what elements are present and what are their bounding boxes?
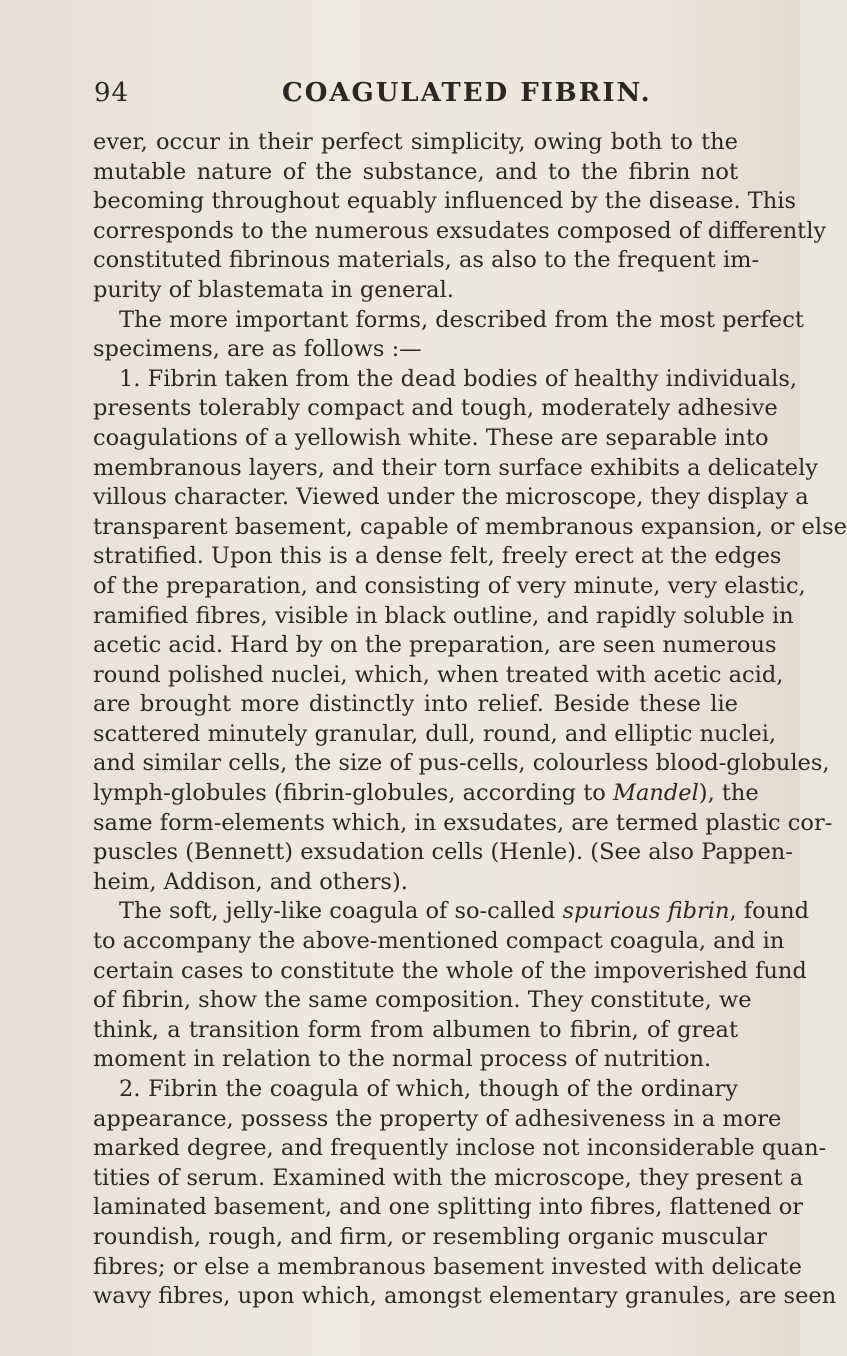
text-line: think, a transition form from albumen to fibrin, of great	[93, 1016, 738, 1043]
text-line: round polished nuclei, which, when treated with acetic acid,	[93, 661, 784, 688]
text-line: fibres; or else a membranous basement invested with delicate	[93, 1253, 802, 1280]
running-title: COAGULATED FIBRIN.	[282, 78, 652, 108]
text-line: specimens, are as follows :—	[93, 336, 422, 363]
text-line: transparent basement, capable of membranous expansion, or else	[93, 513, 847, 540]
text-line: heim, Addison, and others).	[93, 868, 408, 895]
text-line: puscles (Bennett) exsudation cells (Henle). (See also Pappen-	[93, 839, 793, 866]
text-line: and similar cells, the size of pus-cells, colourless blood-globules,	[93, 750, 830, 777]
text-line: same form-elements which, in exsudates, are termed plastic cor-	[93, 809, 833, 836]
text-line: tities of serum. Examined with the microscope, they present a	[93, 1164, 804, 1191]
text-line: to accompany the above-mentioned compact coagula, and in	[93, 928, 785, 955]
text-line: moment in relation to the normal process of nutrition.	[93, 1046, 712, 1073]
text-line: lymph-globules (fibrin-globules, according to Mandel), the	[93, 780, 759, 807]
text-line: ever, occur in their perfect simplicity, owing both to the	[93, 129, 738, 155]
text-line: laminated basement, and one splitting into fibres, flattened or	[93, 1194, 804, 1221]
text-line: certain cases to constitute the whole of the impoverished fund	[93, 957, 807, 984]
text-line: of the preparation, and consisting of very minute, very elastic,	[93, 572, 806, 599]
page-number: 94	[94, 78, 130, 108]
text-line: of fibrin, show the same composition. They constitute, we	[93, 987, 752, 1014]
text-line: presents tolerably compact and tough, moderately adhesive	[93, 395, 778, 422]
body-text	[93, 128, 847, 1312]
text-line: purity of blastemata in general.	[93, 276, 454, 303]
text-line: The soft, jelly-like coagula of so-called spurious fibrin, found	[119, 898, 810, 925]
text-line: acetic acid. Hard by on the preparation, are seen numerous	[93, 632, 777, 659]
text-line: stratified. Upon this is a dense felt, freely erect at the edges	[93, 543, 782, 570]
text-line: membranous layers, and their torn surface exhibits a delicately	[93, 454, 819, 481]
text-line: scattered minutely granular, dull, round, and elliptic nuclei,	[93, 720, 777, 747]
page-header	[94, 78, 734, 114]
text-line: The more important forms, described from the most perfect	[119, 306, 804, 333]
text-line: villous character. Viewed under the microscope, they display a	[93, 484, 809, 511]
text-line: ramified fibres, visible in black outline, and rapidly soluble in	[93, 602, 794, 629]
text-line: becoming throughout equably influenced by the disease. This	[93, 188, 796, 215]
text-line: are brought more distinctly into relief. Beside these lie	[93, 691, 738, 718]
text-line: constituted fibrinous materials, as also to the frequent im-	[93, 247, 760, 274]
text-line: roundish, rough, and firm, or resembling organic muscular	[93, 1223, 768, 1250]
text-line: marked degree, and frequently inclose not inconsiderable quan-	[93, 1135, 827, 1162]
text-line: appearance, possess the property of adhesiveness in a more	[93, 1105, 782, 1132]
text-line: 1. Fibrin taken from the dead bodies of healthy individuals,	[119, 365, 798, 392]
text-line: coagulations of a yellowish white. These are separable into	[93, 424, 769, 451]
text-line: corresponds to the numerous exsudates composed of differently	[93, 217, 827, 244]
text-line: mutable nature of the substance, and to the fibrin not	[93, 158, 738, 185]
text-line: wavy fibres, upon which, amongst elementary granules, are seen	[93, 1283, 837, 1310]
text-line: 2. Fibrin the coagula of which, though of the ordinary	[119, 1076, 738, 1102]
